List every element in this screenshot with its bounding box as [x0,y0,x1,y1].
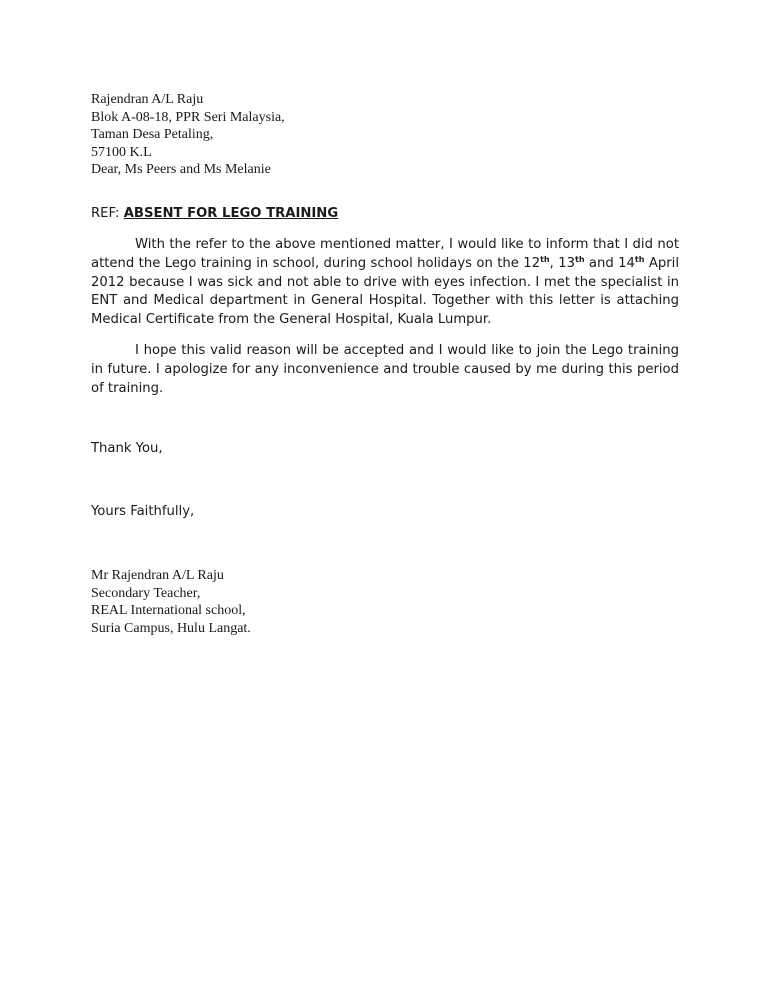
sender-name: Rajendran A/L Raju [91,92,204,107]
paragraph-1-text-d: April 2012 because I was sick and not able to drive with eyes infection. I met the specialist in ENT and Medical department in General Hospital. Together with this letter is attaching Medical Certificate from the General Hospital, Kuala Lumpur. [91,255,679,328]
ordinal-suffix-3: th [634,254,645,264]
ordinal-suffix-2: th [575,254,585,264]
reference-line [91,205,679,224]
sender-address-block [91,91,679,179]
ordinal-suffix-1: th [540,254,550,264]
reference-subject: ABSENT FOR LEGO TRAINING [123,206,339,221]
signature-school: REAL International school, [91,603,246,618]
closing-line: Yours Faithfully, [91,504,195,519]
body-paragraph-1 [91,236,679,330]
sender-address-line-1: Blok A-08-18, PPR Seri Malaysia, [91,109,285,125]
salutation: Dear, Ms Peers and Ms Melanie [91,162,271,177]
thanks-line: Thank You, [91,441,163,456]
signature-block [91,567,679,637]
signature-name: Mr Rajendran A/L Raju [91,568,224,583]
paragraph-1-text-a: With the refer to the above mentioned matter, I would like to inform that I did not attend the Lego training in school, during school holidays on the 12 [91,237,679,271]
sender-address-line-2: Taman Desa Petaling, [91,127,214,142]
reference-label: REF: [91,206,124,221]
paragraph-1-text-b: , 13 [549,255,575,271]
paragraph-1-text-c: and 14 [584,255,635,271]
sender-address-line-3: 57100 K.L [91,144,152,160]
signature-title: Secondary Teacher, [91,585,201,601]
body-paragraph-2: I hope this valid reason will be accepted and I would like to join the Lego training in future. I apologize for any inconvenience and trouble caused by me during this period of training. [91,343,679,396]
signature-campus: Suria Campus, Hulu Langat. [91,620,251,636]
